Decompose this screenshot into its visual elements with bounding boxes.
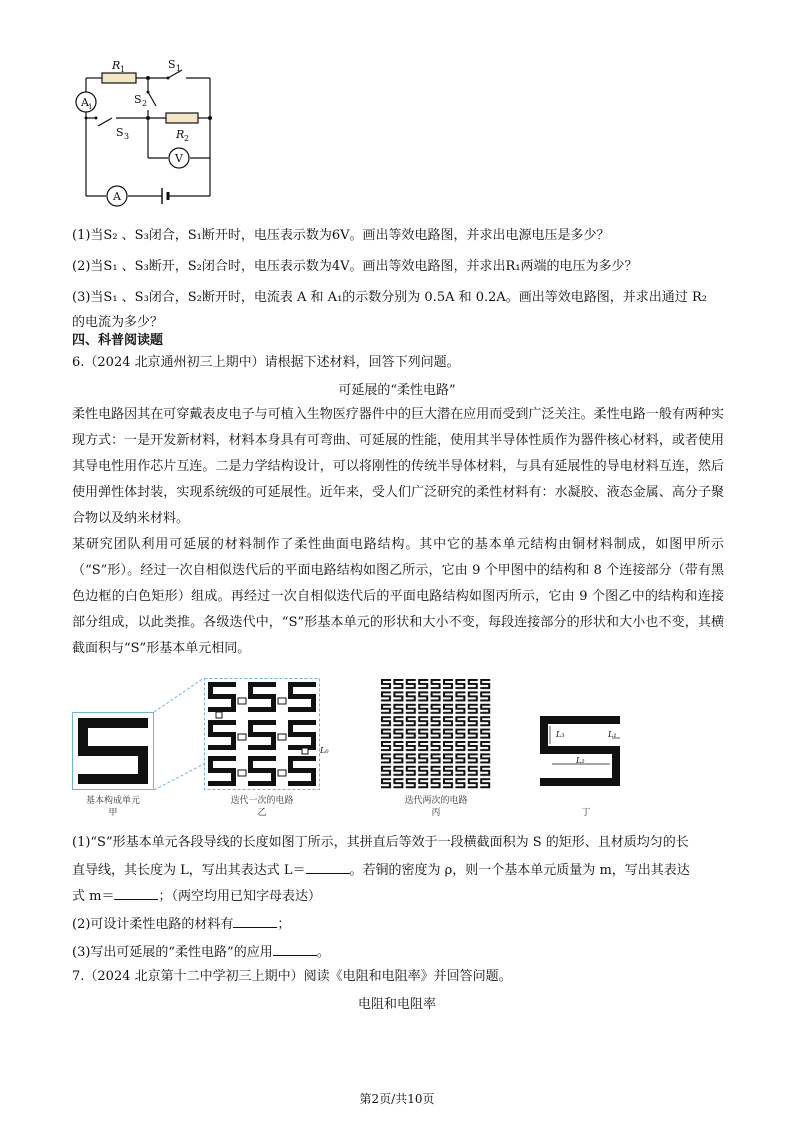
label-s2: S (134, 93, 142, 106)
q6-sub1-line3-post: ；（两空均用已知字母表达） (158, 889, 321, 904)
figure-connector-lines (154, 676, 204, 792)
q6-sub1-line2-post: 。若铜的密度为 ρ，则一个基本单元质量为 m，写出其表达 (349, 863, 690, 878)
q6-paragraph-2: 某研究团队利用可延展的材料制作了柔性曲面电路结构。其中它的基本单元结构由铜材料制成，如图甲所示（“S”形）。经过一次自相似迭代后的平面电路结构如图乙所示，它由 9 个甲图中的结构和 8 个连接部分（带有黑色边框的白色矩形）组成。再经过一次自相似迭代后的平面电路结构如图丙所示，它由 9 个图乙中的结构和连接部分组成，以此类推。各级迭代中，“S”形基本单元的形状和大小不变，每段连接部分的形状和大小也不变，其横截面积与“S”形基本单元相同。 (72, 537, 724, 656)
section-heading: 四、科普阅读题 (72, 333, 164, 348)
label-ding: 丁 (581, 808, 591, 818)
label-s3-sub: 3 (124, 132, 130, 141)
q6-sub1-line2 (72, 860, 690, 880)
label-l0: L₀ (320, 746, 329, 755)
page-footer: 第2页/共10页 (359, 1092, 435, 1106)
caption-jia: 基本构成单元 (85, 796, 140, 806)
label-s3: S (116, 126, 124, 139)
q6-sub1-line2-pre: 直导线，其长度为 L，写出其表达式 L＝ (72, 863, 306, 878)
label-l3: L₃ (556, 730, 565, 739)
label-s1: S (168, 58, 176, 71)
label-v: V (175, 152, 183, 165)
label-jia: 甲 (108, 808, 118, 818)
q6-sub3-post: 。 (316, 945, 330, 960)
q6-sub1-line1: (1)“S”形基本单元各段导线的长度如图丁所示，其拼直后等效于一段横截面积为 S 的矩形、且材质均匀的长 (72, 835, 689, 850)
label-r2-sub: 2 (184, 134, 190, 143)
answer-blank-m[interactable] (114, 886, 158, 900)
label-a: A (113, 190, 121, 203)
figure-ding-dimensions (536, 712, 636, 790)
q5-part3b: 的电流为多少？ (72, 315, 164, 330)
label-l2: L₂ (576, 756, 585, 765)
q6-sub2-post: ； (277, 917, 291, 932)
q6-sub1-line3 (72, 886, 321, 906)
q5-part3a: (3)当S₁ 、S₃闭合，S₂断开时，电流表 A 和 A₁的示数分别为 0.5A 和 0.2A。画出等效电路图，并求出通过 R₂ (72, 290, 707, 305)
label-a1-sub: 1 (88, 103, 93, 111)
q6-title: 可延展的“柔性电路” (338, 383, 456, 398)
caption-yi: 迭代一次的电路 (230, 796, 294, 806)
q5-part1: (1)当S₂ 、S₃闭合，S₁断开时，电压表示数为6V。画出等效电路图，并求出电源电压是多少？ (72, 228, 610, 243)
q5-part2: (2)当S₁ 、S₃断开，S₂闭合时，电压表示数为4V。画出等效电路图，并求出R₁两端的电压为多少？ (72, 259, 638, 274)
label-r1-sub: 1 (120, 65, 126, 74)
figure-yi-iterated-circuit (204, 678, 320, 790)
figure-jia-s-shape (72, 712, 154, 790)
q7-intro: 7.（2024 北京第十二中学初三上期中）阅读《电阻和电阻率》并回答问题。 (72, 969, 512, 984)
q6-intro: 6.（2024 北京通州初三上期中）请根据下述材料，回答下列问题。 (72, 355, 460, 370)
q7-title: 电阻和电阻率 (357, 997, 436, 1012)
q6-sub3-pre: (3)写出可延展的“柔性电路”的应用 (72, 945, 273, 960)
label-r2: R (176, 128, 185, 141)
label-bing: 丙 (431, 808, 441, 818)
label-l1: L₁ (608, 730, 617, 739)
caption-bing: 迭代两次的电路 (404, 796, 468, 806)
answer-blank-materials[interactable] (233, 914, 277, 928)
figure-bing-twice-iterated-circuit (380, 678, 492, 790)
q6-paragraph-1: 柔性电路因其在可穿戴表皮电子与可植入生物医疗器件中的巨大潜在应用而受到广泛关注。柔性电路一般有两种实现方式：一是开发新材料，材料本身具有可弯曲、可延展的性能，使用其半导体性质作为器件核心材料，或者使用其导电性用作芯片互连。二是力学结构设计，可以将刚性的传统半导体材料，与具有延展性的导电材料互连，然后使用弹性体封装，实现系统级的可延展性。近年来，受人们广泛研究的柔性材料有：水凝胶、液态金属、高分子聚合物以及纳米材料。 (72, 407, 724, 526)
q6-sub1-line3-pre: 式 m＝ (72, 889, 115, 904)
q6-sub2 (72, 914, 290, 934)
answer-blank-l[interactable] (306, 860, 350, 874)
circuit-diagram (72, 56, 222, 216)
label-a1: A (81, 96, 89, 109)
label-s2-sub: 2 (142, 99, 148, 108)
label-s1-sub: 1 (176, 64, 182, 73)
label-r1: R (112, 59, 121, 72)
answer-blank-application[interactable] (273, 942, 317, 956)
label-yi: 乙 (257, 808, 267, 818)
q6-sub3 (72, 942, 330, 962)
q6-sub2-pre: (2)可设计柔性电路的材料有 (72, 917, 234, 932)
